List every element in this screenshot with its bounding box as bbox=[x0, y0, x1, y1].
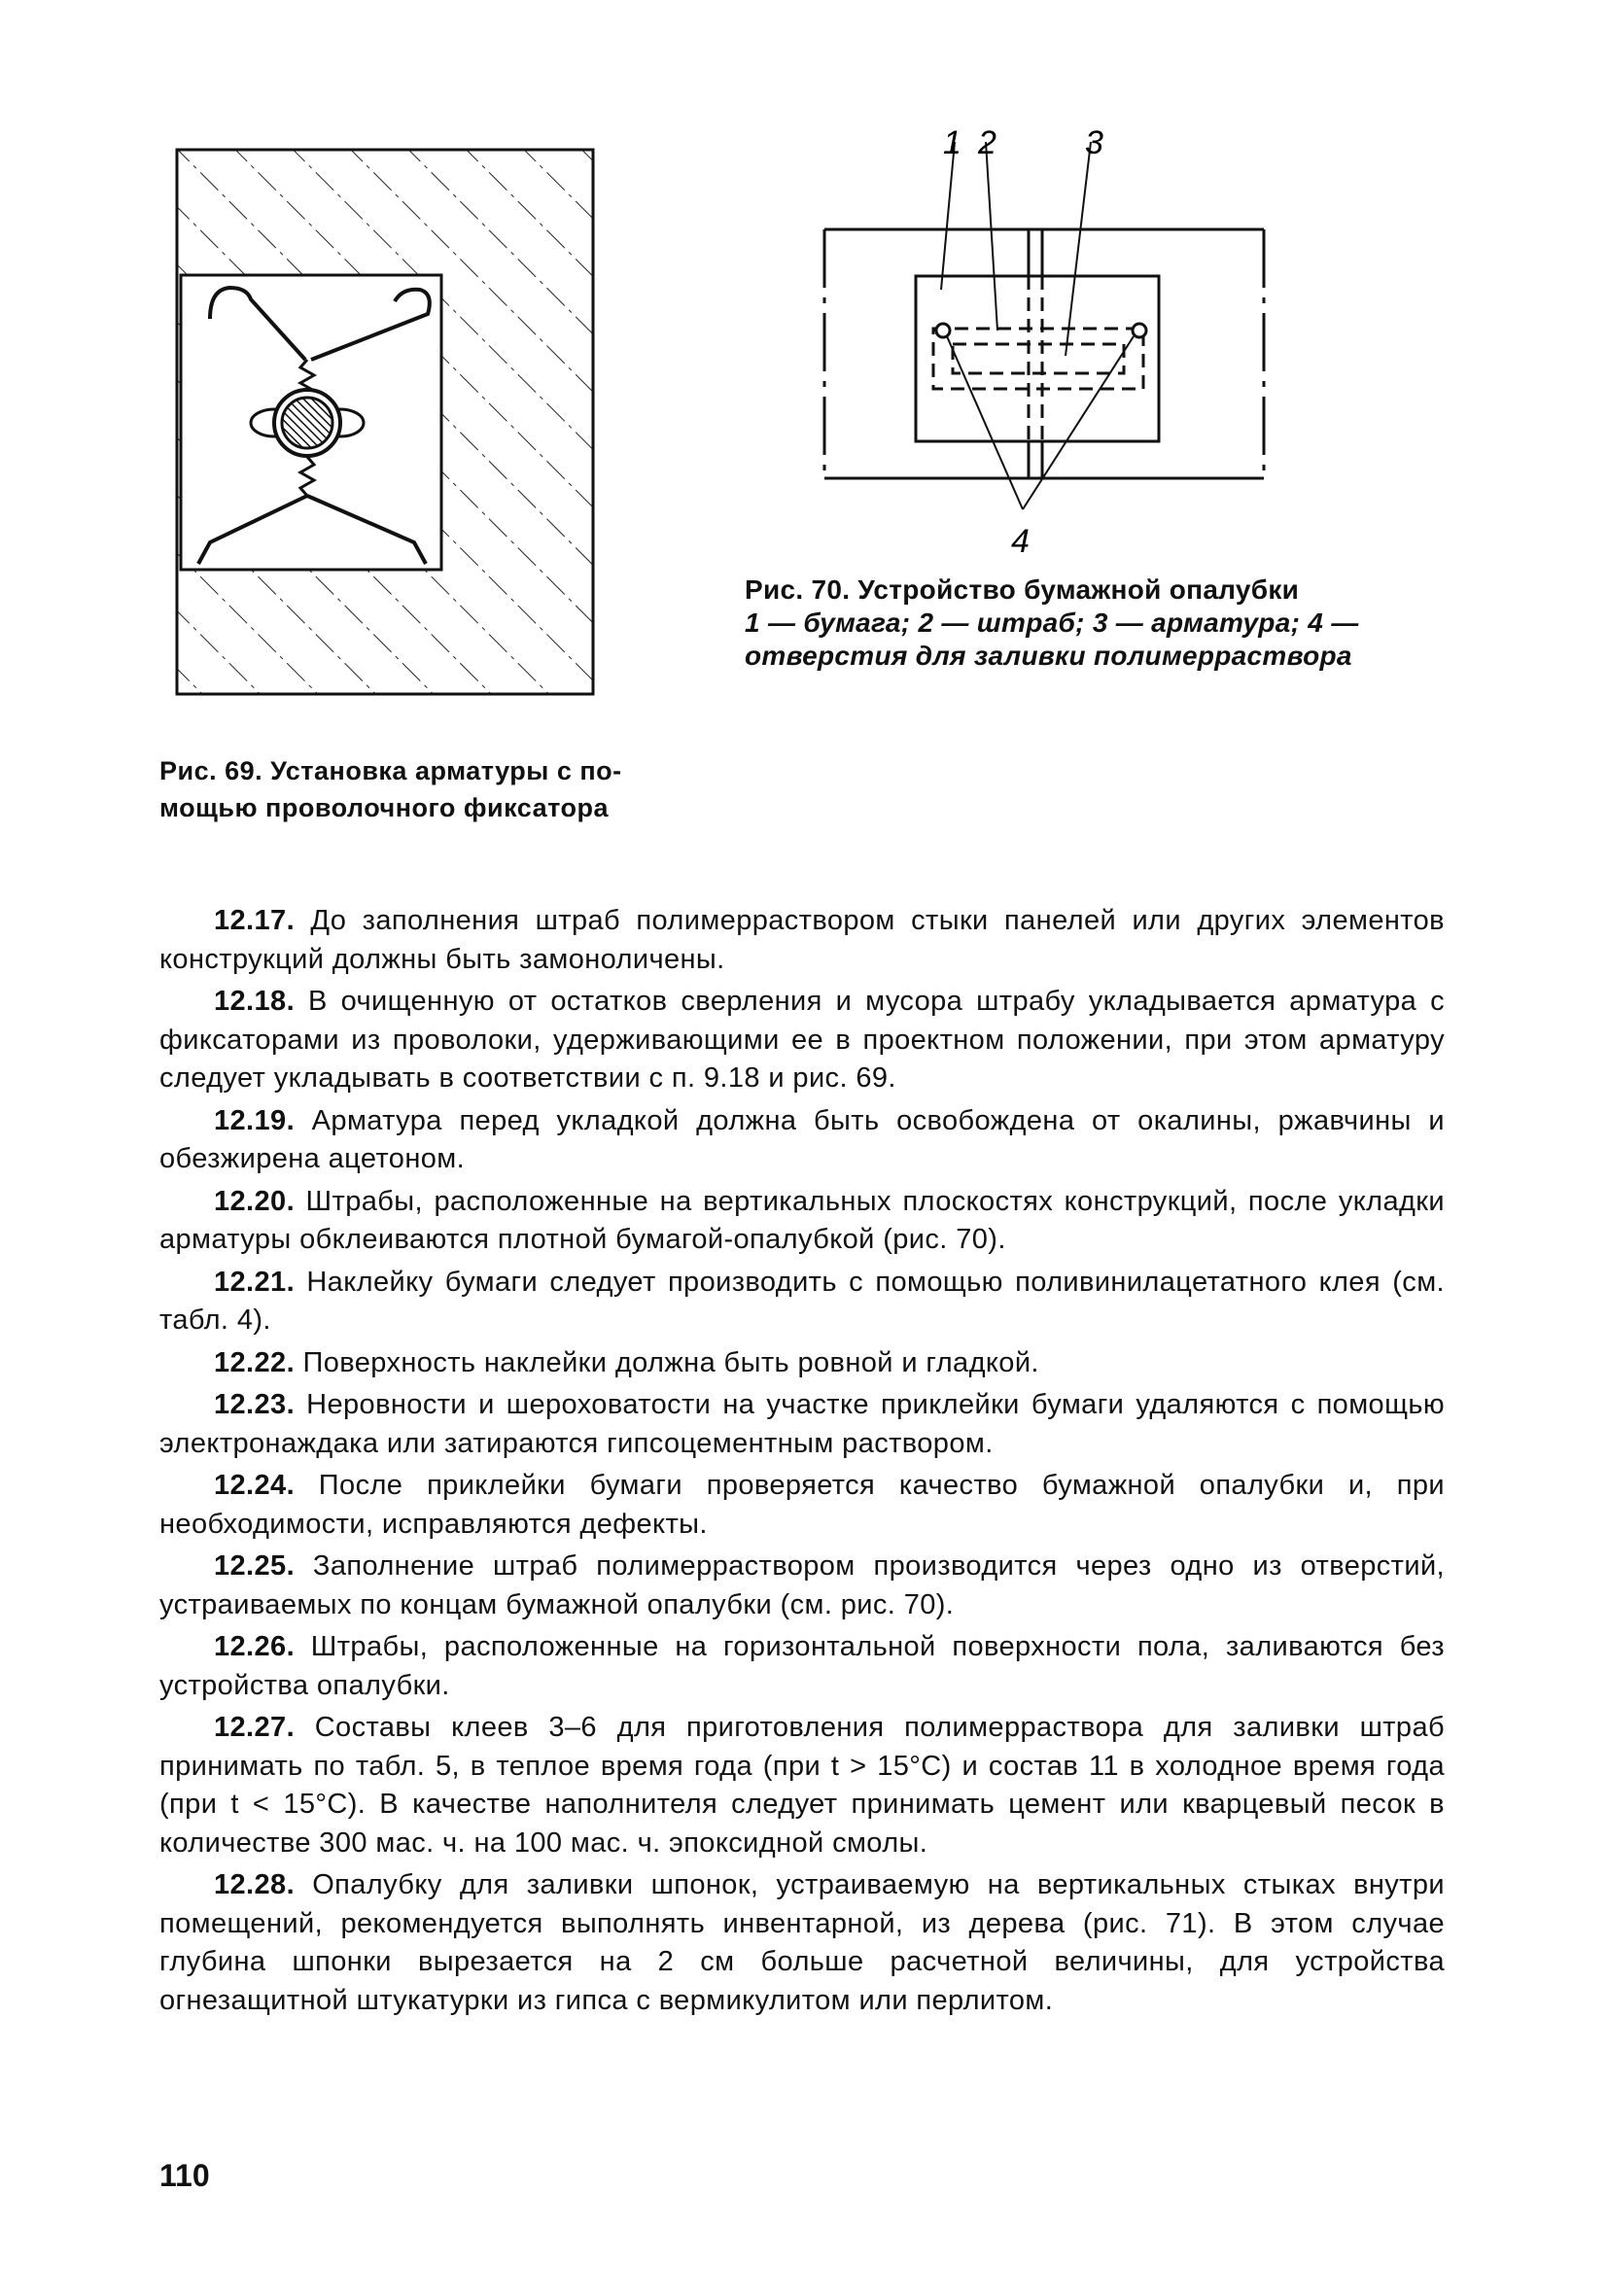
fig70-label-4: 4 bbox=[1011, 523, 1030, 560]
figure-69-caption-line-2: мощью проволочного фиксатора bbox=[159, 793, 609, 822]
body-text bbox=[159, 902, 1445, 2024]
figure-69-rebar-fixator-drawing bbox=[171, 144, 599, 700]
fig70-label-2: 2 bbox=[978, 124, 996, 161]
fig70-label-1: 1 bbox=[943, 124, 961, 161]
paragraph-text: После приклейки бумаги проверяется качество бумажной опалубки и, при необходимости, исправляются дефекты. bbox=[159, 1470, 1445, 1540]
paragraph-12-24 bbox=[159, 1467, 1445, 1544]
paragraph-12-23 bbox=[159, 1386, 1445, 1463]
paragraph-12-25 bbox=[159, 1548, 1445, 1624]
paragraph-12-21 bbox=[159, 1264, 1445, 1340]
figure-70-legend-line-1: 1 — бумага; 2 — штраб; 3 — арматура; 4 — bbox=[745, 608, 1359, 638]
paragraph-text: Заполнение штраб полимерраствором производится через одно из отверстий, устраиваемых по концам бумажной опалубки (см. рис. 70). bbox=[159, 1550, 1445, 1620]
paragraph-text: Поверхность наклейки должна быть ровной и гладкой. bbox=[302, 1346, 1039, 1378]
paragraph-number: 12.25. bbox=[214, 1550, 296, 1582]
paragraph-text: До заполнения штраб полимерраствором стыки панелей или других элементов конструкций должны быть замоноличены. bbox=[159, 905, 1445, 975]
paragraph-number: 12.21. bbox=[214, 1266, 296, 1298]
paragraph-text: Штрабы, расположенные на вертикальных плоскостях конструкций, после укладки арматуры обклеиваются плотной бумагой-опалубкой (рис. 70). bbox=[159, 1185, 1445, 1255]
paragraph-12-18 bbox=[159, 983, 1445, 1098]
figure-69-caption bbox=[159, 752, 743, 826]
paragraph-12-28 bbox=[159, 1866, 1445, 2020]
paragraph-text: В очищенную от остатков сверления и мусора штрабу укладывается арматура с фиксаторами из проволоки, удерживающими ее в проектном положении, при этом арматуру следует укладывать в соответствии с п. 9.18 и рис. 69. bbox=[159, 986, 1445, 1094]
figure-70-title: Рис. 70. Устройство бумажной опалубки bbox=[745, 574, 1300, 605]
paragraph-12-26 bbox=[159, 1628, 1445, 1705]
paragraph-number: 12.22. bbox=[214, 1346, 296, 1378]
paragraph-12-27 bbox=[159, 1709, 1445, 1862]
paragraph-number: 12.23. bbox=[214, 1389, 296, 1420]
paragraph-text: Арматура перед укладкой должна быть освобождена от окалины, ржавчины и обезжирена ацетоном. bbox=[159, 1104, 1445, 1174]
paragraph-number: 12.18. bbox=[214, 986, 296, 1017]
paragraph-text: Неровности и шероховатости на участке приклейки бумаги удаляются с помощью электронаждака или затираются гипсоцементным раствором. bbox=[159, 1389, 1445, 1459]
paragraph-text: Наклейку бумаги следует производить с помощью поливинилацетатного клея (см. табл. 4). bbox=[159, 1266, 1445, 1336]
paragraph-12-20 bbox=[159, 1183, 1445, 1260]
paragraph-number: 12.26. bbox=[214, 1631, 296, 1662]
figure-69-caption-line-1: Рис. 69. Установка арматуры с по- bbox=[159, 756, 622, 785]
paragraph-text: Составы клеев 3–6 для приготовления полимерраствора для заливки штраб принимать по табл. 5, в теплое время года (при t > 15°C) и состав 11 в холодное время года (при t < 15°C). В качестве наполнителя следует принимать цемент или кварцевый песок в количестве 300 мас. ч. на 100 мас. ч. эпоксидной смолы. bbox=[159, 1712, 1446, 1859]
fig70-label-3: 3 bbox=[1085, 124, 1103, 161]
paragraph-number: 12.19. bbox=[214, 1104, 296, 1136]
paragraph-number: 12.24. bbox=[214, 1470, 296, 1501]
page-number: 110 bbox=[159, 2158, 210, 2193]
paragraph-number: 12.17. bbox=[214, 905, 296, 936]
paragraph-number: 12.28. bbox=[214, 1869, 296, 1900]
paragraph-text: Штрабы, расположенные на горизонтальной поверхности пола, заливаются без устройства опалубки. bbox=[159, 1631, 1445, 1701]
figure-70-legend-line-2: отверстия для заливки полимерраствора bbox=[745, 641, 1352, 671]
figure-70-paper-formwork-drawing bbox=[807, 124, 1274, 562]
paragraph-number: 12.27. bbox=[214, 1712, 296, 1743]
paragraph-text: Опалубку для заливки шпонок, устраиваемую на вертикальных стыках внутри помещений, рекомендуется выполнять инвентарной, из дерева (рис. 71). В этом случае глубина шпонки вырезается на 2 см больше расчетной величины, для устройства огнезащитной штукатурки из гипса с вермикулитом или перлитом. bbox=[159, 1869, 1445, 2016]
paragraph-12-17 bbox=[159, 902, 1445, 979]
paragraph-12-22 bbox=[159, 1344, 1445, 1383]
paragraph-12-19 bbox=[159, 1102, 1445, 1179]
figure-70-caption bbox=[745, 574, 1484, 673]
paragraph-number: 12.20. bbox=[214, 1185, 296, 1217]
